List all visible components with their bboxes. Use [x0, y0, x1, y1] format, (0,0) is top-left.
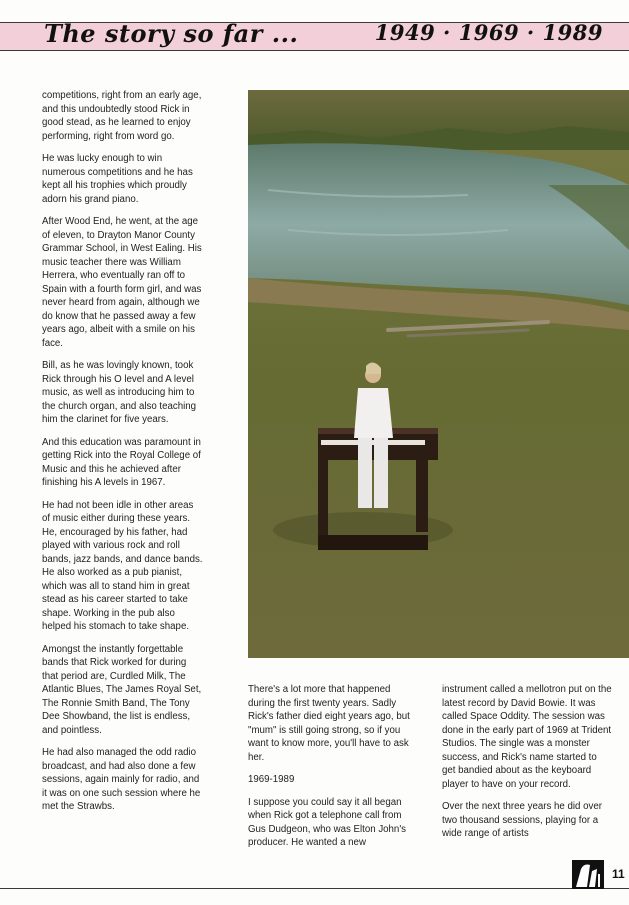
paragraph: Over the next three years he did over two thousand sessions, playing for a wide range of artists [442, 801, 602, 839]
paragraph: Amongst the instantly forgettable bands that Rick worked for during that period are, Curdled Milk, The Atlantic Blues, The James Royal Set, The Ronnie Smith Band, The Tony Dee Showband, the list is endless, and pointless. [42, 643, 202, 736]
footer-rule [0, 888, 629, 889]
paragraph: I suppose you could say it all began when Rick got a telephone call from Gus Dudgeon, who was Elton John's producer. He wanted a new [248, 796, 407, 848]
page-number: 11 [612, 867, 625, 881]
publisher-logo [572, 860, 604, 889]
photo-pianist-by-pond [248, 90, 629, 658]
paragraph: competitions, right from an early age, and this undoubtedly stood Rick in good stead, as he learned to enjoy performing, right from word go. [42, 90, 202, 142]
header-dates: 1949 · 1969 · 1989 [374, 20, 603, 45]
right-text-column [442, 683, 612, 850]
section-subheading: 1969-1989 [248, 774, 295, 785]
paragraph: He had not been idle in other areas of music either during these years. He, encouraged by his father, had played with various rock and roll bands, jazz bands, and dance bands. He also worked as a pub pianist, which was all to stand him in great stead as his career started to take shape. Working in the pub also helped his stomach to take shape. [42, 499, 203, 632]
paragraph: Bill, as he was lovingly known, took Rick through his O level and A level music, as well as introducing him to the church organ, and also teaching him the clarinet for five years. [42, 360, 197, 425]
paragraph: instrument called a mellotron put on the latest record by David Bowie. It was called Space Oddity. The session was done in the early part of 1969 at Trident Studios. The single was a monster success, and Rick's name started to get bandied about as the keyboard player to have on your record. [442, 684, 612, 790]
middle-text-column [248, 683, 413, 859]
paragraph: There's a lot more that happened during the first twenty years. Sadly Rick's father died eight years ago, but "mum" is still going strong, so if you want to know more, you'll have to ask her. [248, 684, 410, 763]
left-text-column [42, 89, 204, 823]
paragraph: After Wood End, he went, at the age of eleven, to Drayton Manor County Grammar School, in West Ealing. His music teacher there was William Herrera, who eventually ran off to Spain with a fourth form girl, and was never heard from again, although we do know that he passed away a few years ago, albeit with a smile on his face. [42, 216, 202, 349]
page-title: The story so far ... [44, 19, 299, 48]
paragraph: He was lucky enough to win numerous competitions and he has kept all his trophies which proudly adorn his grand piano. [42, 153, 193, 205]
paragraph: And this education was paramount in getting Rick into the Royal College of Music and this he achieved after finishing his A levels in 1967. [42, 436, 201, 488]
paragraph: He had also managed the odd radio broadcast, and had also done a few sessions, again mainly for radio, and it was on one such session where he met the Strawbs. [42, 747, 201, 812]
